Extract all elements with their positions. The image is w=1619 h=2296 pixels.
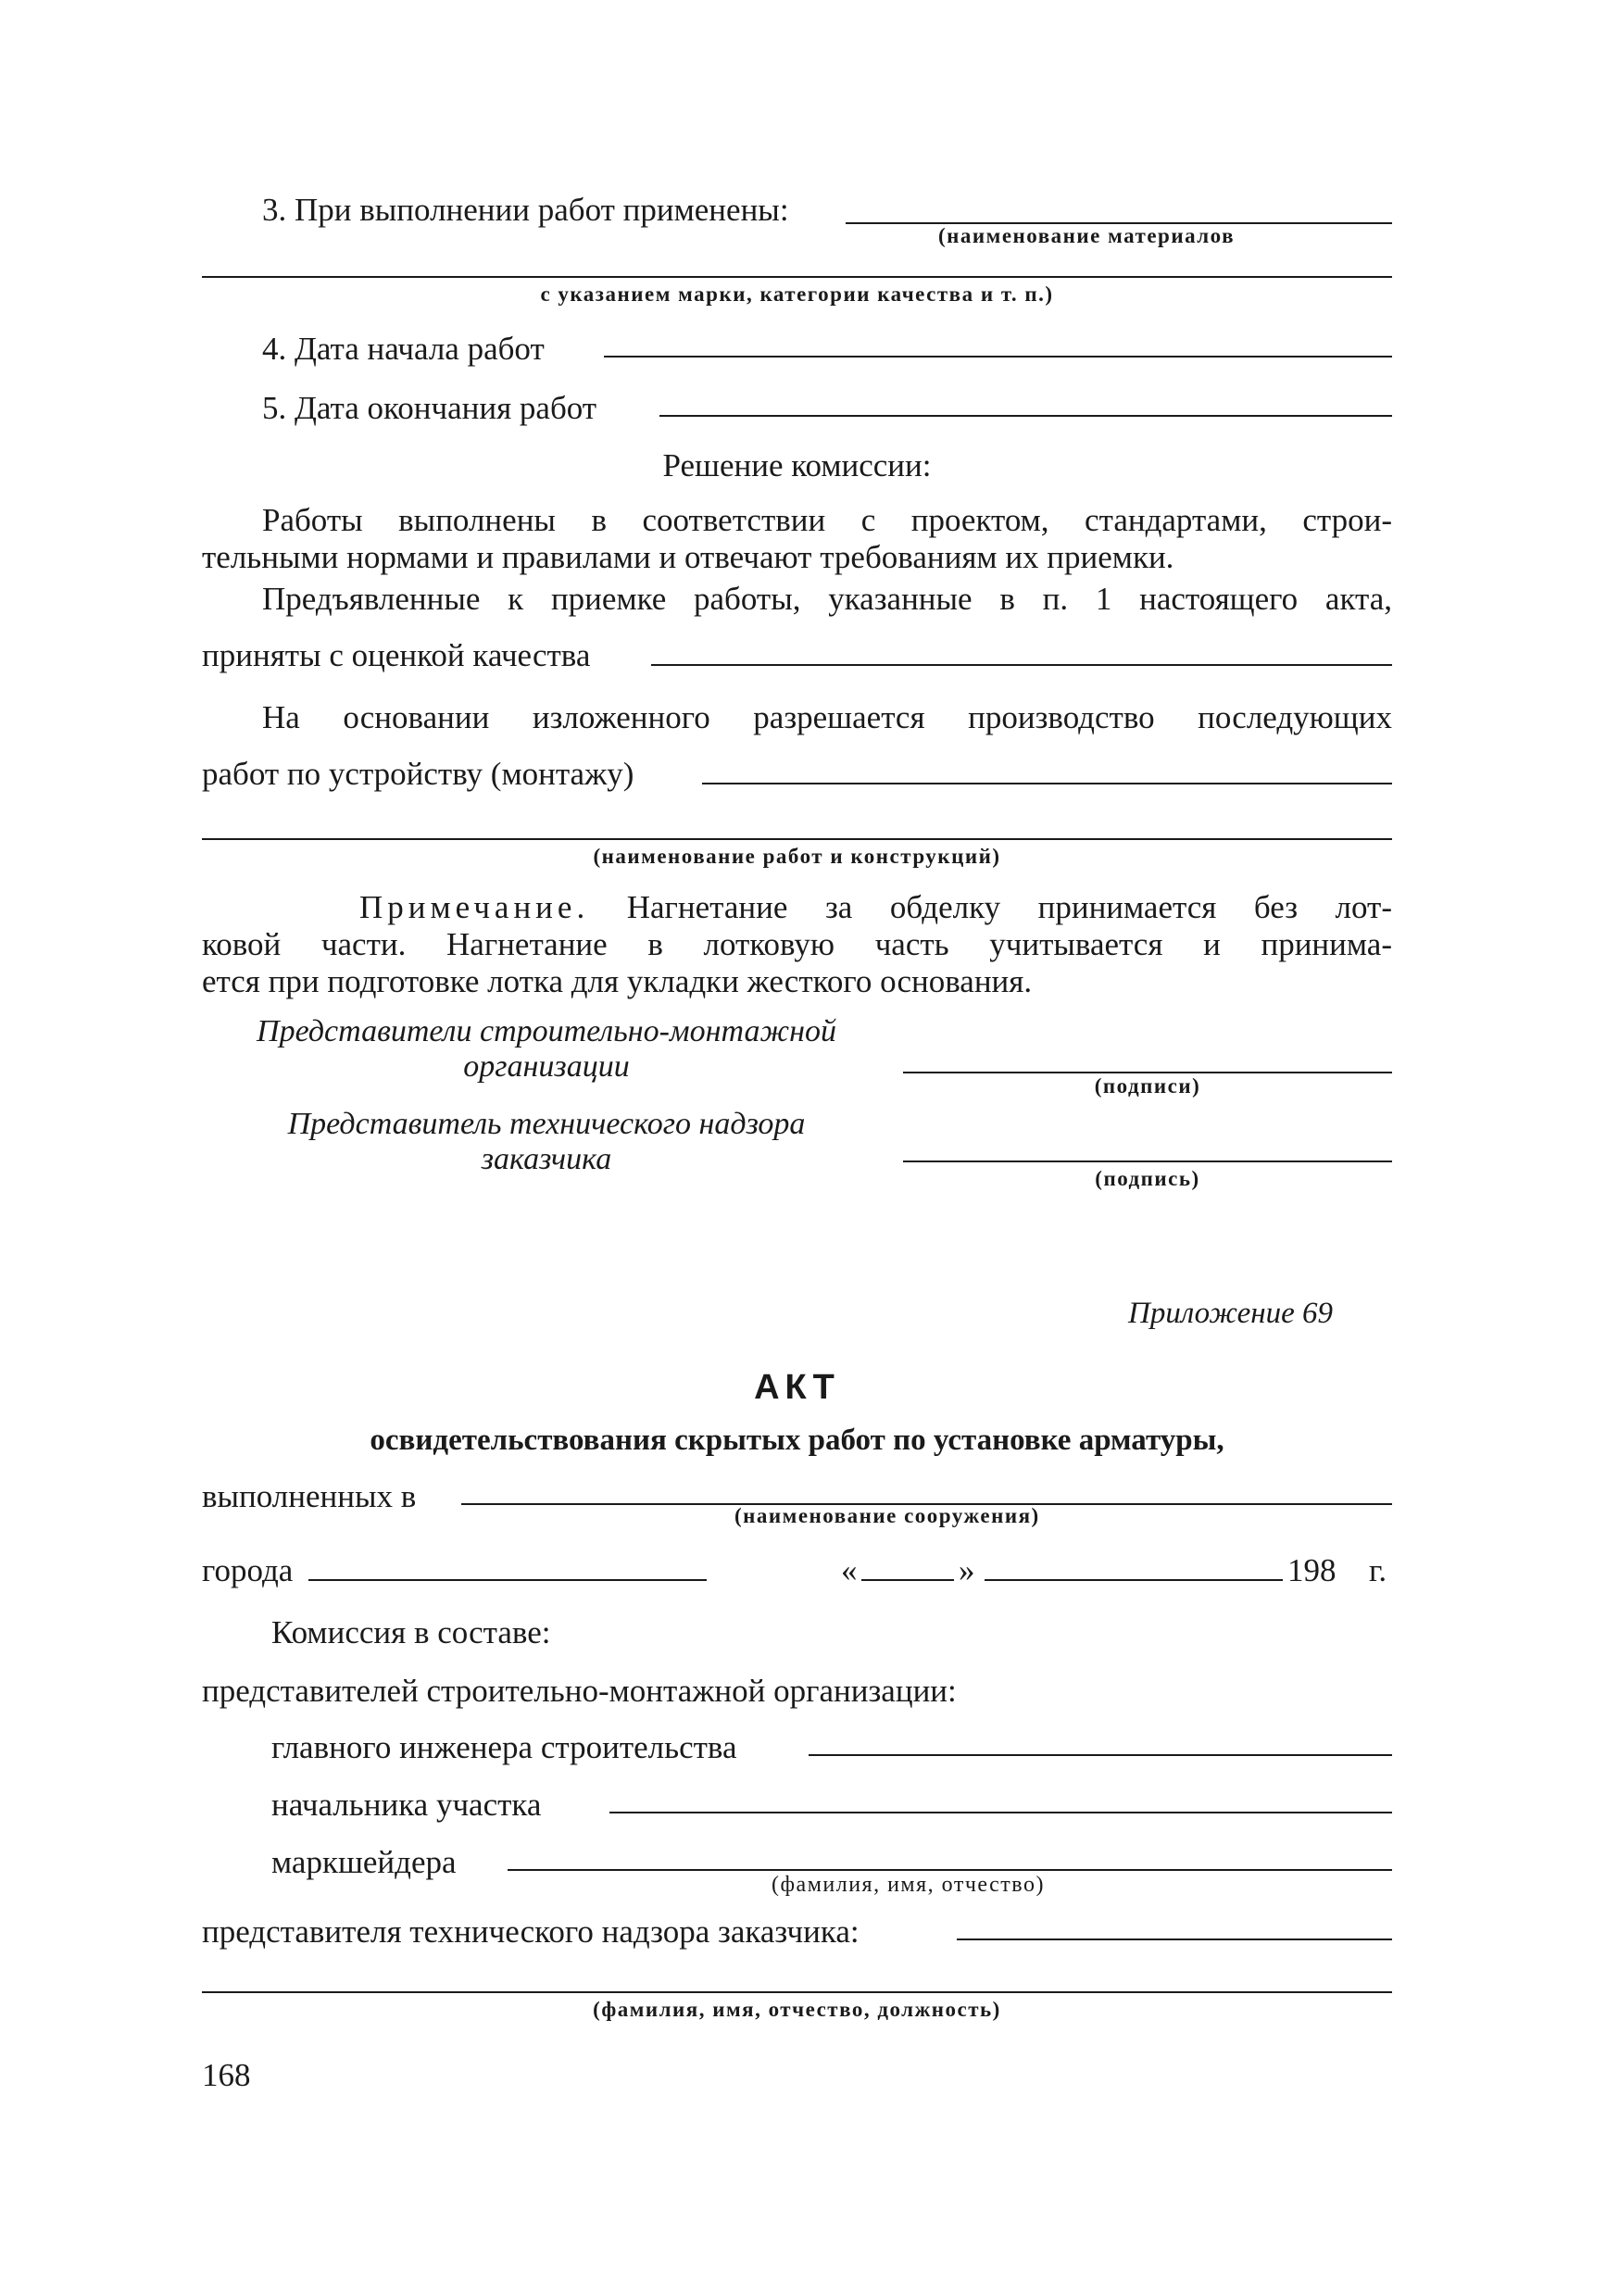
subsequent-works-hint: (наименование работ и конструкций) [593, 845, 1001, 868]
note-block [202, 889, 1392, 1000]
completed-in-label: выполненных в [202, 1478, 417, 1514]
site-chief-line [609, 1812, 1392, 1813]
item4-start-date-line [604, 356, 1392, 358]
construction-reps-line-2: организации [463, 1049, 630, 1084]
item3-materials-hint-2: с указанием марки, категории качества и т. п.) [540, 282, 1054, 306]
supervision-name-line-2 [202, 1991, 1392, 1993]
note-line-1 [202, 889, 1392, 926]
structure-name-hint: (наименование сооружения) [734, 1504, 1040, 1527]
day-line [861, 1579, 954, 1581]
supervision-name-line [957, 1938, 1392, 1940]
month-line [985, 1579, 1283, 1581]
subsequent-works-line-2 [202, 838, 1392, 840]
item3-materials-line-2 [202, 276, 1392, 278]
decision-paragraph-1 [202, 502, 1392, 576]
supervision-name-hint: (фамилия, имя, отчество, должность) [593, 1998, 1001, 2021]
construction-reps-signature-line [903, 1072, 1392, 1073]
subsequent-works-line [702, 783, 1392, 784]
item3-materials-hint: (наименование материалов [938, 224, 1236, 247]
note-line-2: ковой части. Нагнетание в лотковую часть учитывается и принима- [202, 926, 1392, 962]
supervision-rep-line-1: Представитель технического надзора [287, 1107, 806, 1141]
note-line-3: ется при подготовке лотка для укладки жесткого основания. [202, 963, 1033, 999]
page-number: 168 [202, 2057, 251, 2093]
chief-engineer-label: главного инженера строительства [271, 1729, 737, 1765]
chief-engineer-line [809, 1754, 1392, 1756]
surveyor-line [508, 1869, 1392, 1871]
act-title: АКТ [754, 1368, 840, 1407]
act-subtitle: освидетельствования скрытых работ по установке арматуры, [370, 1424, 1224, 1457]
decision-paragraph-1-line-2: тельными нормами и правилами и отвечают требованиям их приемки. [202, 539, 1174, 575]
note-label: Примечание. [359, 889, 590, 925]
supervision-rep-line-2: заказчика [481, 1142, 612, 1176]
accepted-works-text: Предъявленные к приемке работы, указанные в п. 1 настоящего акта, [262, 581, 1392, 617]
quote-close: » [959, 1552, 975, 1588]
item5-end-date-label: 5. Дата окончания работ [262, 390, 597, 426]
decision-paragraph-2-line-1 [202, 581, 1392, 618]
commission-label: Комиссия в составе: [271, 1614, 551, 1650]
note-line-1-text: Нагнетание за обделку принимается без лот- [626, 889, 1392, 925]
surveyor-label: маркшейдера [271, 1844, 457, 1880]
year-suffix: г. [1369, 1552, 1387, 1588]
item3-label: 3. При выполнении работ применены: [262, 192, 789, 228]
subsequent-works-label: работ по устройству (монтажу) [202, 756, 634, 792]
construction-reps-line-1: Представители строительно-монтажной [257, 1014, 836, 1048]
supervision-rep-heading: представителя технического надзора заказчика: [202, 1913, 860, 1950]
city-line [308, 1579, 707, 1581]
quote-open: « [841, 1552, 858, 1588]
decision-paragraph-1-line-1: Работы выполнены в соответствии с проектом, стандартами, строи- [262, 502, 1392, 538]
quality-assessment-label: приняты с оценкой качества [202, 637, 591, 673]
full-name-hint: (фамилия, имя, отчество) [772, 1873, 1045, 1897]
item5-end-date-line [659, 415, 1392, 417]
construction-reps-label [222, 1014, 871, 1085]
year-prefix: 198 [1287, 1552, 1337, 1588]
decision-heading: Решение комиссии: [662, 447, 932, 483]
supervision-rep-label [222, 1107, 871, 1177]
supervision-rep-signature-line [903, 1161, 1392, 1162]
appendix-label: Приложение 69 [1128, 1297, 1333, 1330]
city-label: города [202, 1552, 294, 1588]
construction-reps-heading: представителей строительно-монтажной организации: [202, 1673, 957, 1709]
quality-assessment-line [651, 664, 1392, 666]
signature-hint: (подпись) [1095, 1167, 1200, 1190]
signatures-hint: (подписи) [1094, 1074, 1201, 1098]
permission-text: На основании изложенного разрешается производство последующих [262, 699, 1392, 735]
decision-paragraph-3-line-1 [202, 699, 1392, 736]
site-chief-label: начальника участка [271, 1787, 542, 1823]
item4-start-date-label: 4. Дата начала работ [262, 331, 545, 367]
